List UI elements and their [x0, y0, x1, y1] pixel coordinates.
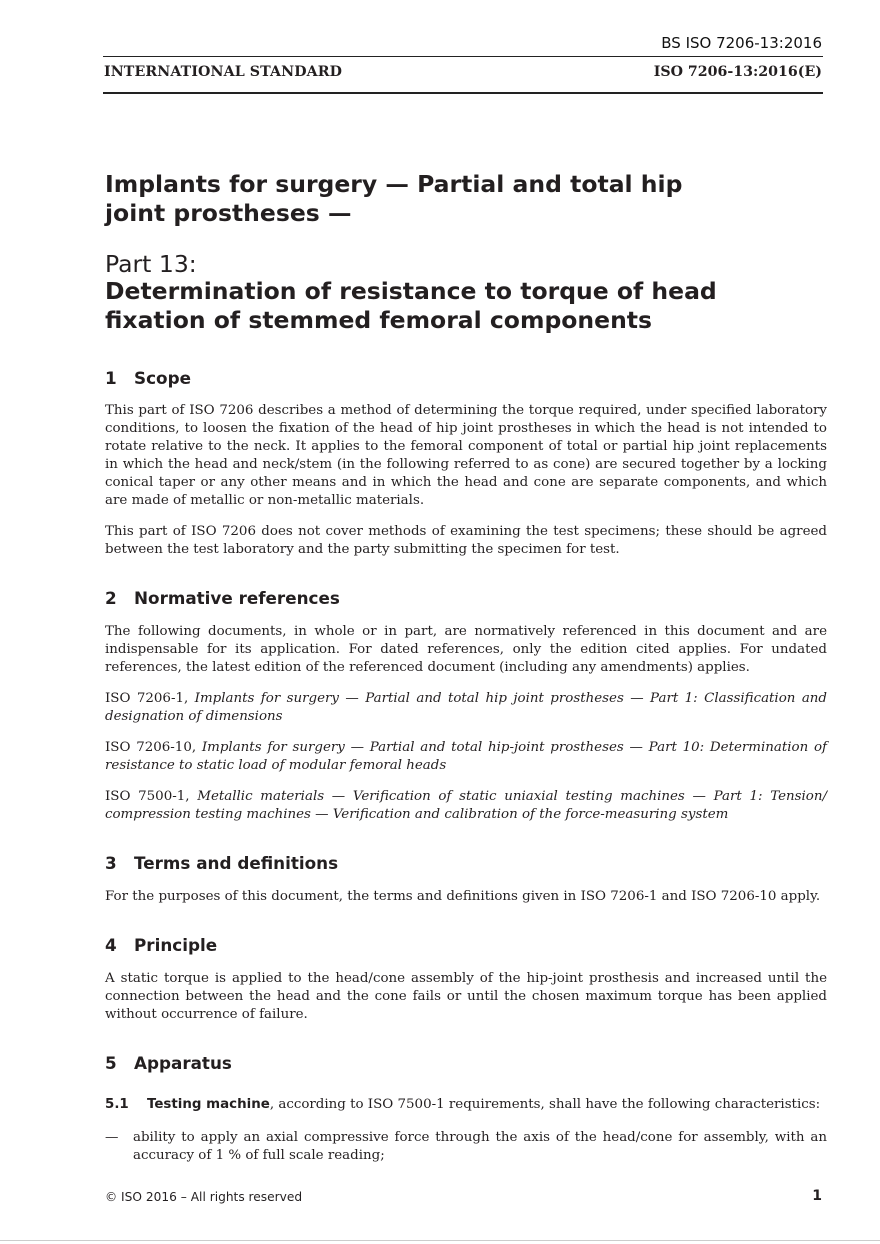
reference-title: Metallic materials — Verification of static uniaxial testing machines — Part 1: Tension/ compression testing machines — Verification and calibration of the force-measuring system: [105, 789, 827, 822]
document-subtitle: Determination of resistance to torque of head fixation of stemmed femoral components: [105, 277, 717, 334]
reference-title: Implants for surgery — Partial and total hip-joint prostheses — Part 10: Determination of resistance to static load of modular femoral heads: [105, 740, 827, 773]
bottom-rule: [0, 1240, 880, 1241]
top-rule: [103, 56, 823, 57]
section-title: Normative references: [134, 588, 340, 608]
section-heading-principle: [105, 935, 217, 955]
dash-bullet: —: [105, 1130, 119, 1145]
scope-paragraph-2: This part of ISO 7206 does not cover methods of examining the test specimens; these should be agreed between the test laboratory and the party submitting the specimen for test.: [105, 524, 827, 557]
section-title: Apparatus: [134, 1053, 232, 1073]
subclause-number: 5.1: [105, 1097, 129, 1112]
subclause-term: Testing machine: [147, 1097, 270, 1112]
section-title: Principle: [134, 935, 218, 955]
subclause-text: , according to ISO 7500-1 requirements, shall have the following characteristics:: [269, 1097, 821, 1112]
part-label: Part 13:: [105, 250, 197, 278]
reference-item: [105, 739, 827, 775]
terms-paragraph: For the purposes of this document, the terms and definitions given in ISO 7206-1 and ISO 7206-10 apply.: [105, 889, 821, 904]
normative-paragraph: The following documents, in whole or in part, are normatively referenced in this document and are indispensable for its application. For dated references, only the edition cited applies. For undated references, the latest edition of the referenced document (including any amendments) applies.: [105, 624, 827, 675]
section-heading-apparatus: [105, 1053, 232, 1073]
section-number: 3: [105, 853, 117, 873]
standard-label: INTERNATIONAL STANDARD: [104, 64, 343, 80]
bs-code: BS ISO 7206-13:2016: [661, 34, 822, 52]
reference-title: Implants for surgery — Partial and total hip joint prostheses — Part 1: Classification and designation of dimensions: [105, 691, 827, 724]
page-number: 1: [812, 1188, 822, 1204]
header-rule: [103, 92, 823, 94]
principle-paragraph: A static torque is applied to the head/cone assembly of the hip-joint prosthesis and increased until the connection between the head and the cone fails or until the chosen maximum torque has been applied without occurrence of failure.: [105, 971, 827, 1022]
subclause-5-1: [105, 1097, 827, 1112]
document-title: Implants for surgery — Partial and total hip joint prostheses —: [105, 170, 683, 227]
list-item: [105, 1129, 827, 1165]
copyright-notice: © ISO 2016 – All rights reserved: [105, 1190, 303, 1204]
section-heading-scope: [105, 368, 191, 388]
section-title: Terms and definitions: [134, 853, 339, 873]
list-item-text: ability to apply an axial compressive force through the axis of the head/cone for assembly, with an accuracy of 1 % of full scale reading;: [133, 1130, 827, 1163]
section-heading-normative-references: [105, 588, 340, 608]
scope-paragraph-1: This part of ISO 7206 describes a method of determining the torque required, under specified laboratory conditions, to loosen the fixation of the head of hip joint prostheses in which the head is not intended to rotate relative to the neck. It applies to the femoral component of total or partial hip joint replacements in which the head and neck/stem (in the following referred to as cone) are secured together by a locking conical taper or any other means and in which the head and cone are separate components, and which are made of metallic or non-metallic materials.: [105, 403, 827, 508]
section-heading-terms: [105, 853, 338, 873]
standard-number: ISO 7206-13:2016(E): [653, 64, 822, 80]
section-title: Scope: [134, 368, 191, 388]
section-number: 1: [105, 368, 117, 388]
reference-code: ISO 7500-1,: [105, 789, 198, 804]
reference-code: ISO 7206-10,: [105, 740, 202, 755]
section-number: 4: [105, 935, 117, 955]
reference-item: [105, 788, 827, 824]
section-number: 2: [105, 588, 117, 608]
reference-code: ISO 7206-1,: [105, 691, 195, 706]
reference-item: [105, 690, 827, 726]
section-number: 5: [105, 1053, 117, 1073]
